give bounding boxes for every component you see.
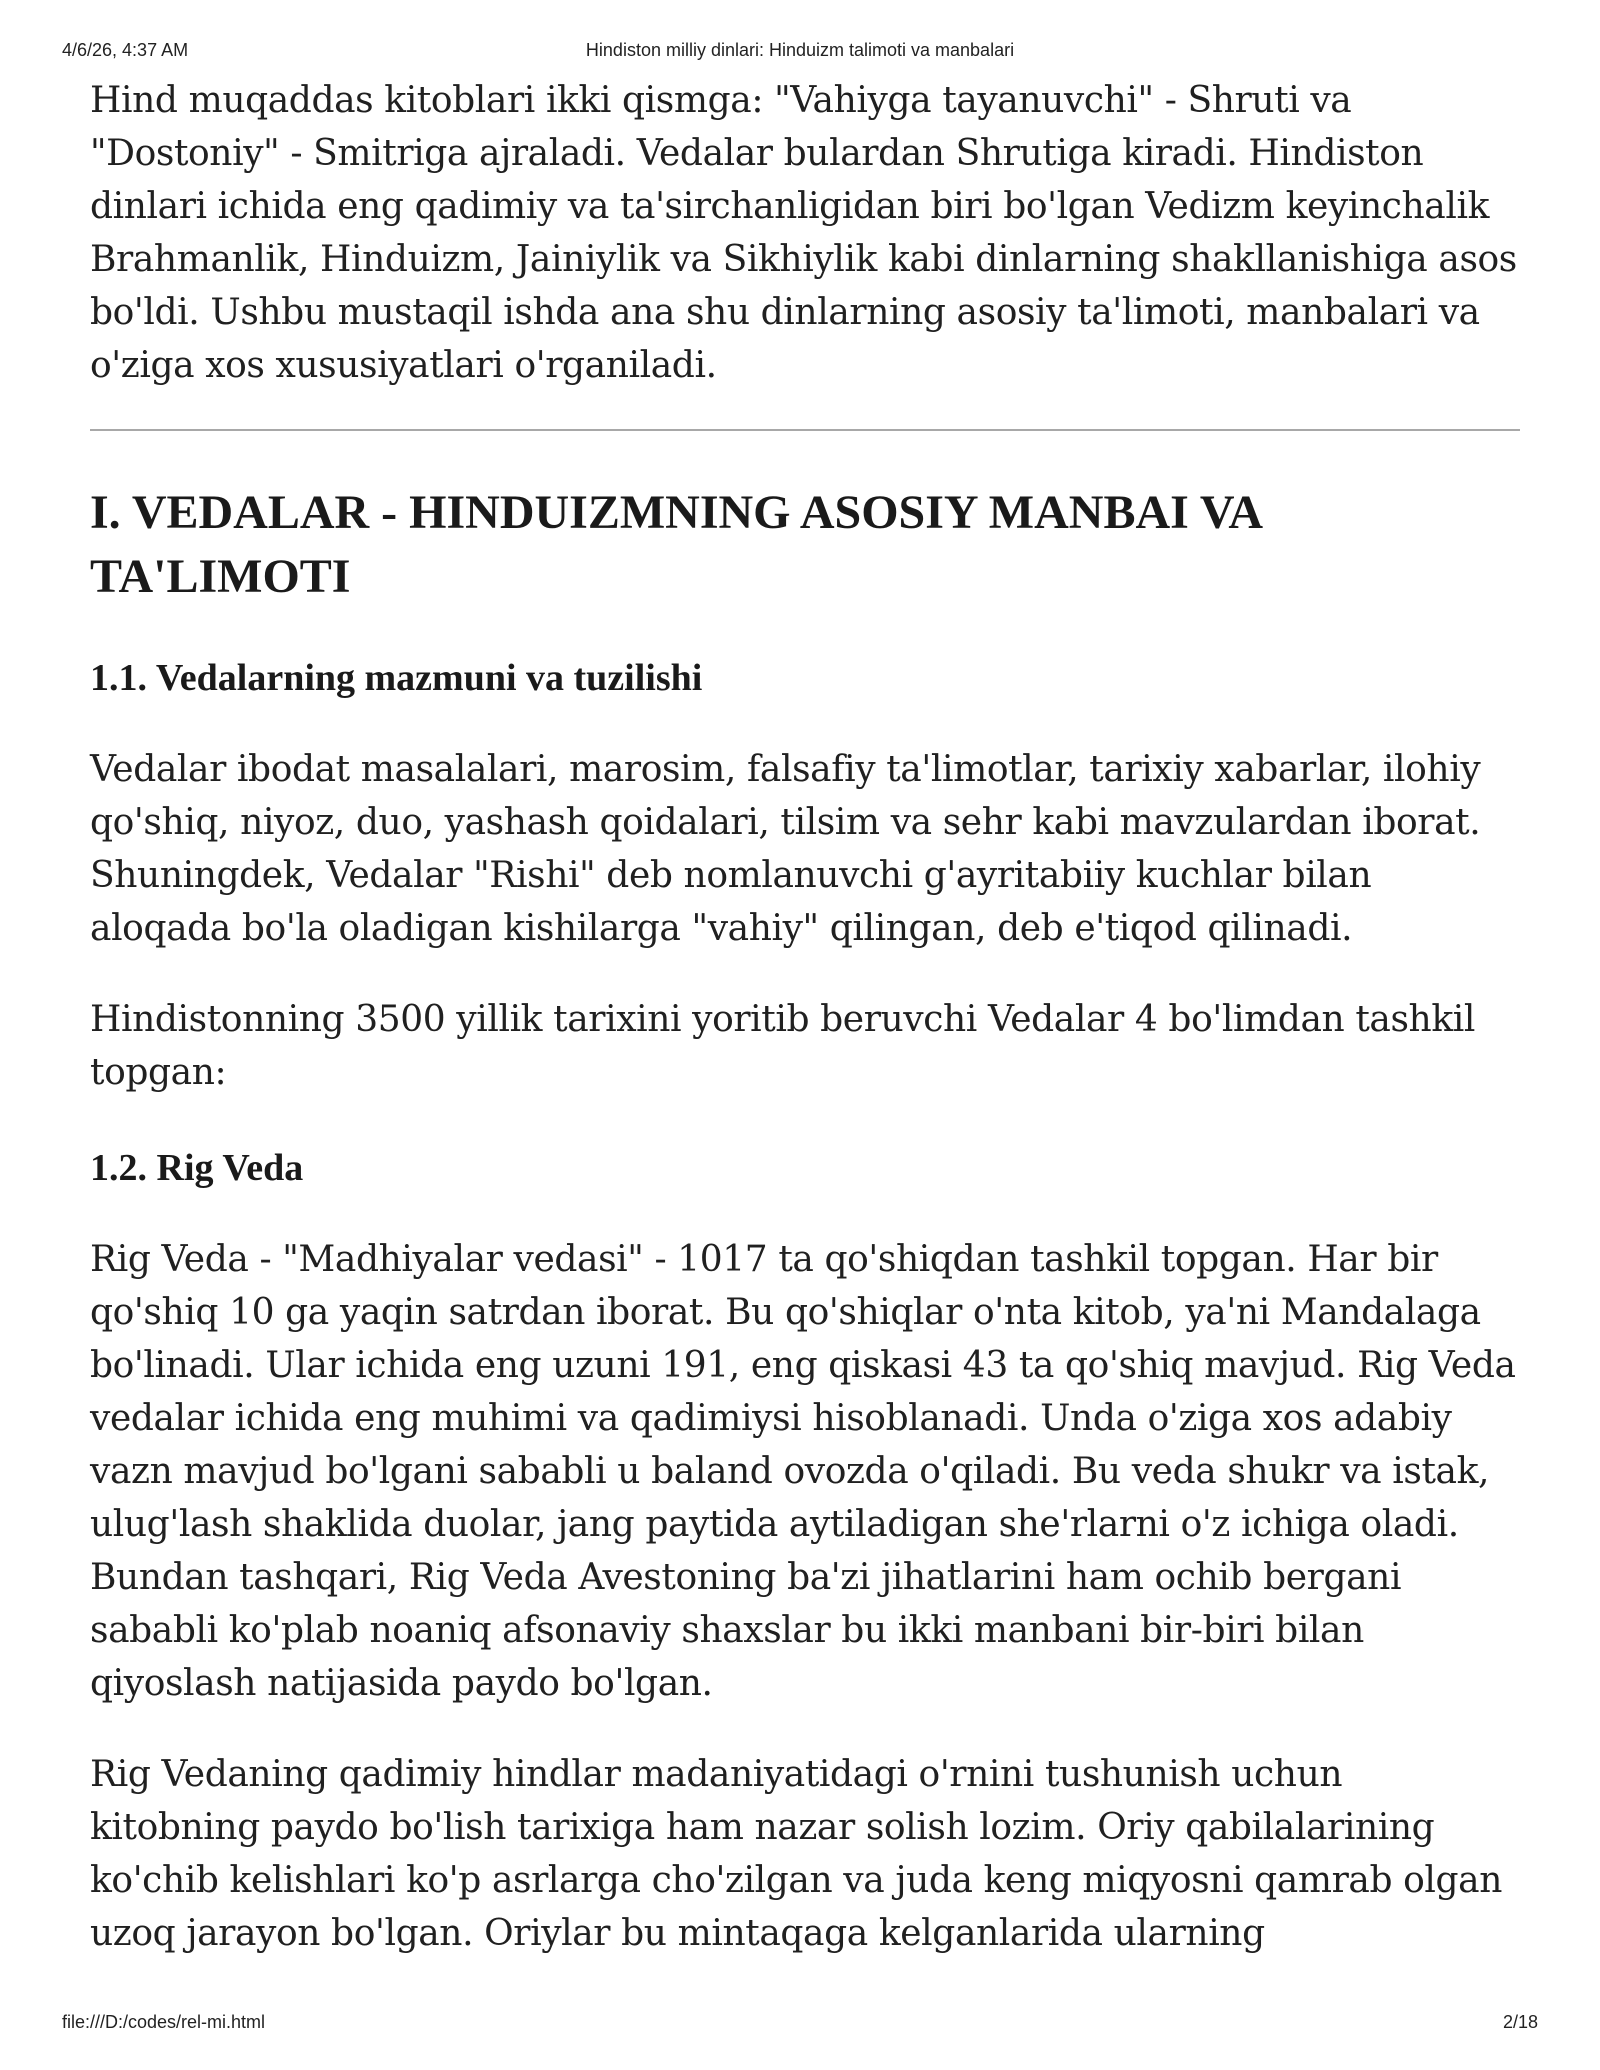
paragraph-vedalar-bolimlar: Hindistonning 3500 yillik tarixini yoritib beruvchi Vedalar 4 bo'limdan tashkil topgan: bbox=[90, 999, 1475, 1093]
print-footer bbox=[62, 2012, 1538, 2036]
paragraph-vedalar-mazmuni: Vedalar ibodat masalalari, marosim, falsafiy ta'limotlar, tarixiy xabarlar, ilohiy qo'shiq, niyoz, duo, yashash qoidalari, tilsim va sehr kabi mavzulardan iborat. Shuningdek, Vedalar "Rishi" deb nomlanuvchi g'ayritabiiy kuchlar bilan aloqada bo'la oladigan kishilarga "vahiy" qilingan, deb e'tiqod qilinadi. bbox=[90, 749, 1481, 949]
subsection-heading-rig-veda: 1.2. Rig Veda bbox=[90, 1147, 304, 1189]
subsection-heading-vedalarning-mazmuni: 1.1. Vedalarning mazmuni va tuzilishi bbox=[90, 657, 703, 699]
paragraph-rig-veda-description: Rig Veda - "Madhiyalar vedasi" - 1017 ta qo'shiqdan tashkil topgan. Har bir qo'shiq 10 ga yaqin satrdan iborat. Bu qo'shiqlar o'nta kitob, ya'ni Mandalaga bo'linadi. Ular ichida eng uzuni 191, eng qiskasi 43 ta qo'shiq mavjud. Rig Veda vedalar ichida eng muhimi va qadimiysi hisoblanadi. Unda o'ziga xos adabiy vazn mavjud bo'lgani sababli u baland ovozda o'qiladi. Bu veda shukr va istak, ulug'lash shaklida duolar, jang paytida aytiladigan she'rlarni o'z ichiga oladi. Bundan tashqari, Rig Veda Avestoning ba'zi jihatlarini ham ochib bergani sababli ko'plab noaniq afsonaviy shaxslar bu ikki manbani bir-biri bilan qiyoslash natijasida paydo bo'lgan. bbox=[90, 1239, 1516, 1704]
print-page-number: 2/18 bbox=[1502, 2012, 1538, 2032]
print-document-title: Hindiston milliy dinlari: Hinduizm talimoti va manbalari bbox=[585, 40, 1015, 60]
print-datetime: 4/6/26, 4:37 AM bbox=[62, 40, 189, 60]
section-heading-vedalar: I. VEDALAR - HINDUIZMNING ASOSIY MANBAI VA TA'LIMOTI bbox=[90, 486, 1261, 603]
print-header bbox=[62, 40, 1538, 64]
document-content bbox=[90, 74, 1520, 1960]
print-file-url: file:///D:/codes/rel-mi.html bbox=[62, 2012, 266, 2032]
intro-paragraph: Hind muqaddas kitoblari ikki qismga: "Vahiyga tayanuvchi" - Shruti va "Dostoniy" - Smitriga ajraladi. Vedalar bulardan Shrutiga kiradi. Hindiston dinlari ichida eng qadimiy va ta'sirchanligidan biri bo'lgan Vedizm keyinchalik Brahmanlik, Hinduizm, Jainiylik va Sikhiylik kabi dinlarning shakllanishiga asos bo'ldi. Ushbu mustaqil ishda ana shu dinlarning asosiy ta'limoti, manbalari va o'ziga xos xususiyatlari o'rganiladi. bbox=[90, 80, 1517, 386]
paragraph-rig-veda-history: Rig Vedaning qadimiy hindlar madaniyatidagi o'rnini tushunish uchun kitobning paydo bo'lish tarixiga ham nazar solish lozim. Oriy qabilalarining ko'chib kelishlari ko'p asrlarga cho'zilgan va juda keng miqyosni qamrab olgan uzoq jarayon bo'lgan. Oriylar bu mintaqaga kelganlarida ularning bbox=[90, 1754, 1503, 1954]
section-divider bbox=[90, 429, 1520, 431]
